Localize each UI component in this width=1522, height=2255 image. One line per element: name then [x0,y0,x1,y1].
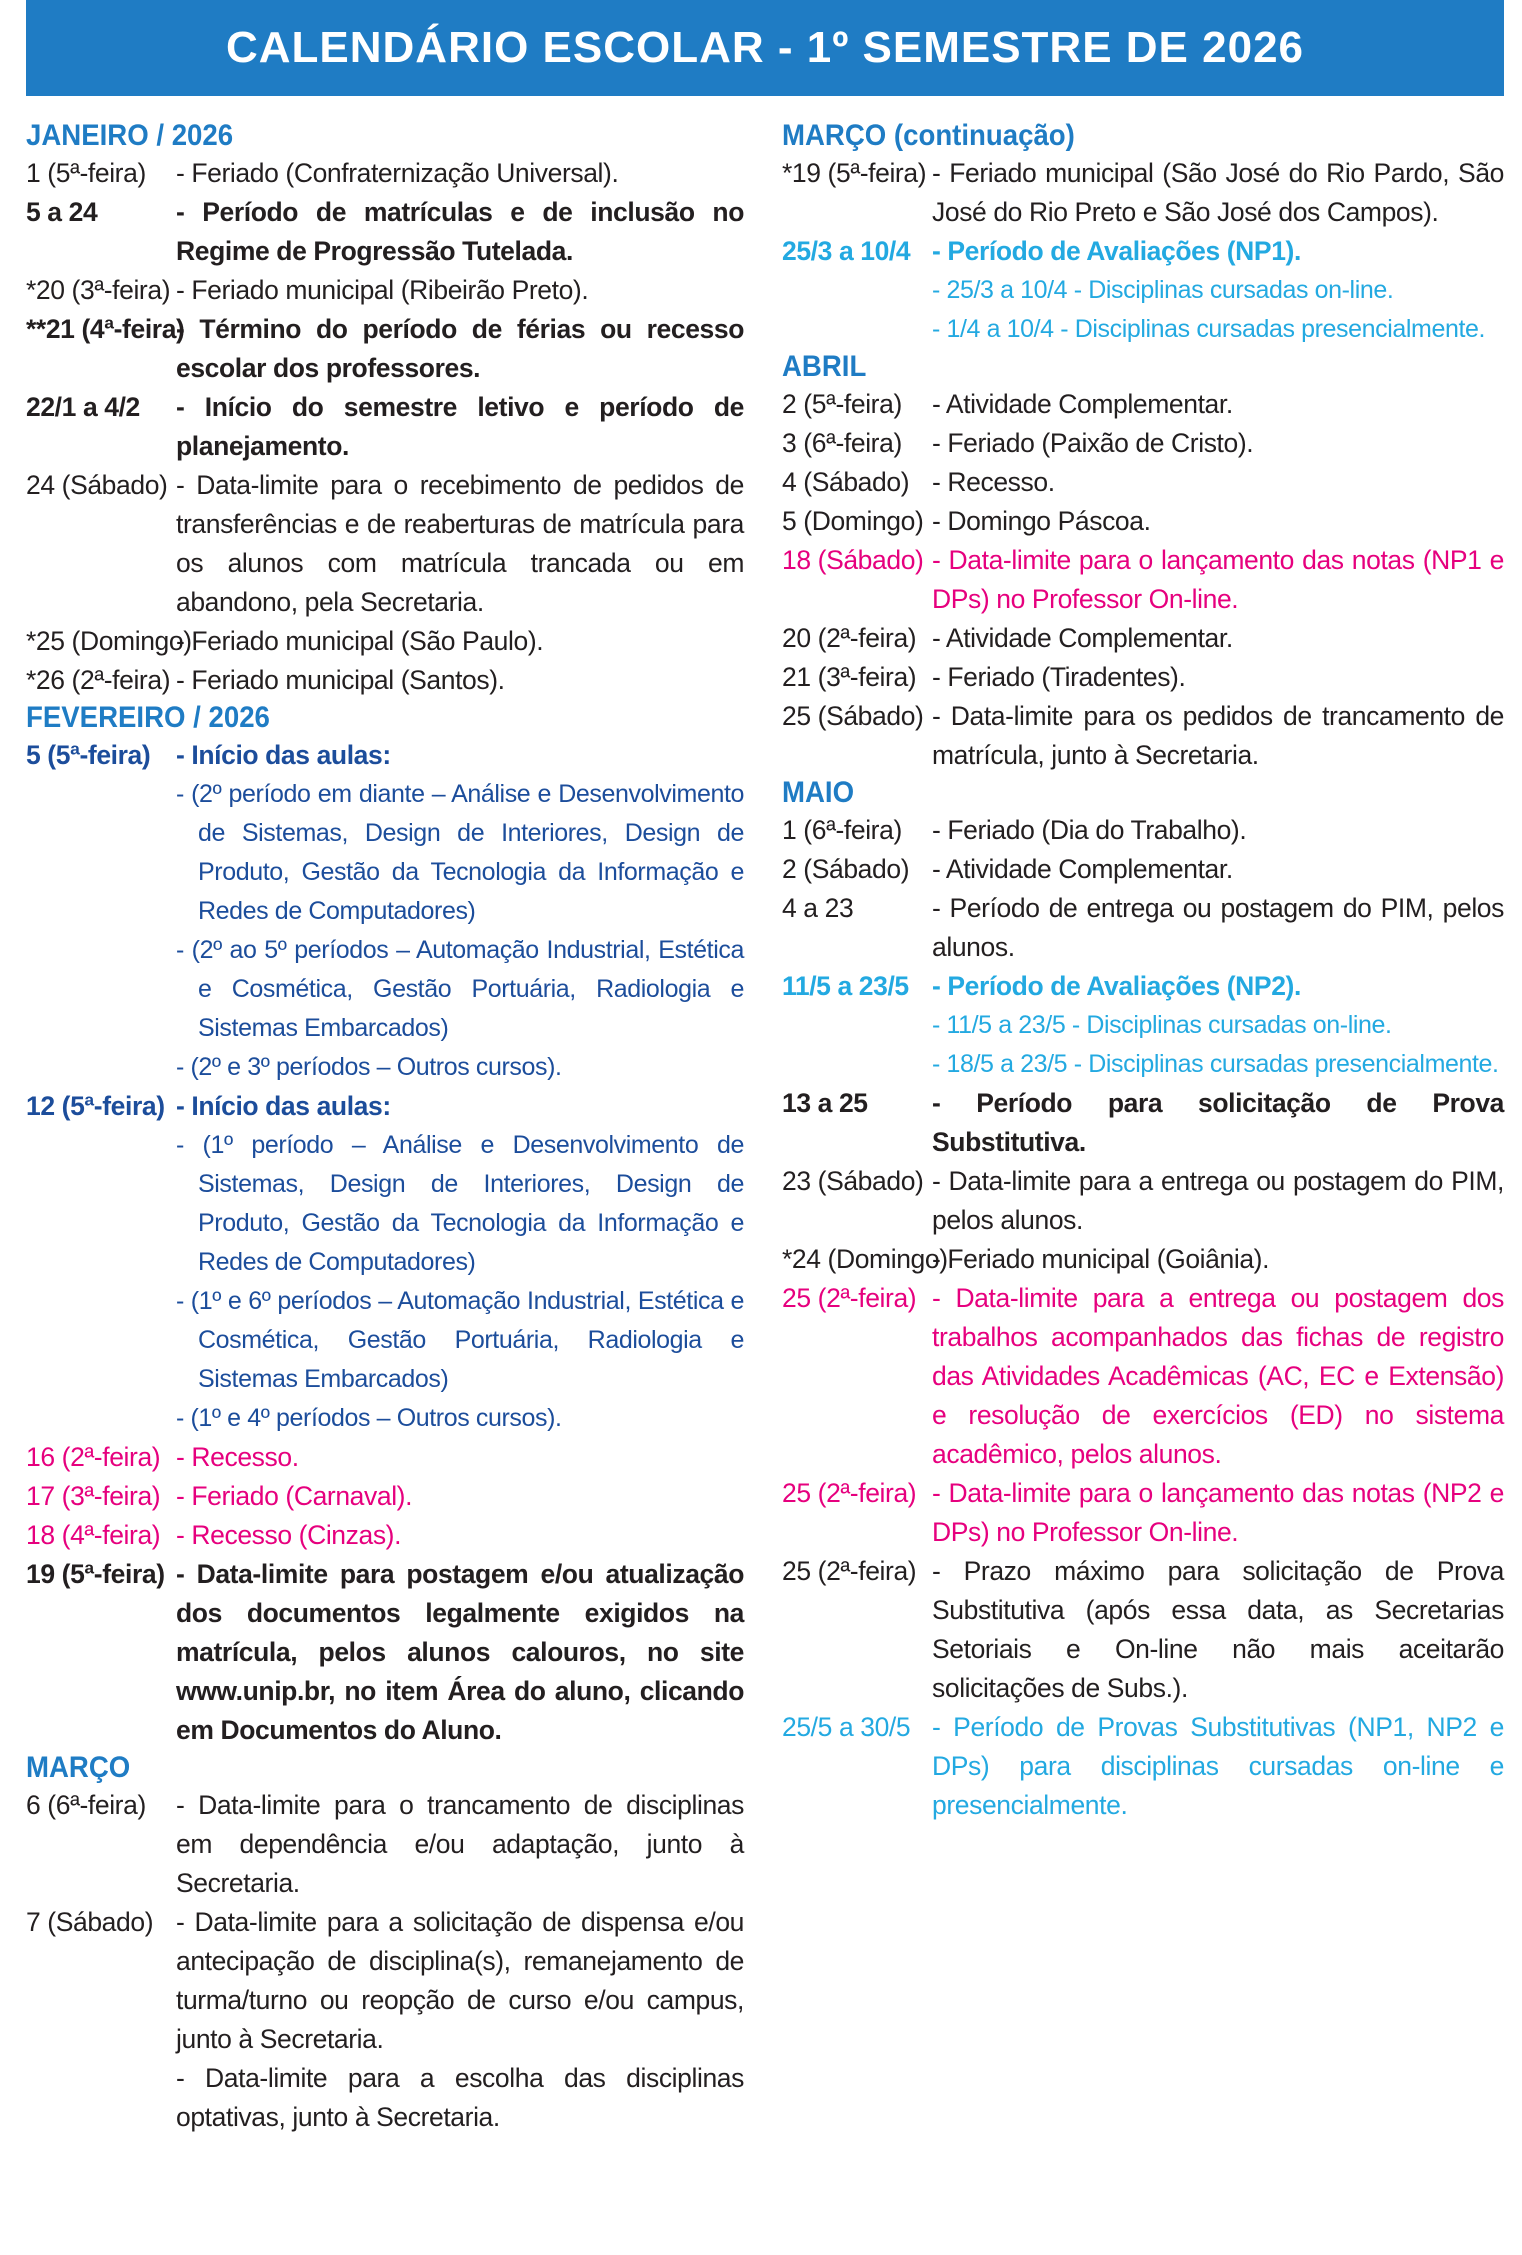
calendar-entry: 5 a 24 - Período de matrículas e de inclusão no Regime de Progressão Tutelada. [26,197,744,266]
calendar-subentry: - (1º e 6º períodos – Automação Industrial, Estética e Cosmética, Gestão Portuária, Radiologia e Sistemas Embarcados) [176,1287,744,1393]
right-column [782,118,1504,1825]
calendar-entry: 2 (5ª-feira) - Atividade Complementar. [782,389,1233,419]
section-janeiro [26,118,744,700]
calendar-subentry: - (2º e 3º períodos – Outros cursos). [176,1053,562,1081]
calendar-entry: 24 (Sábado) - Data-limite para o recebimento de pedidos de transferências e de reaberturas de matrícula para os alunos com matrícula trancada ou em abandono, pela Secretaria. [26,470,744,617]
calendar-entry: 1 (5ª-feira) - Feriado (Confraternização Universal). [26,158,619,188]
calendar-entry: 7 (Sábado) - Data-limite para a solicitação de dispensa e/ou antecipação de disciplina(s), remanejamento de turma/turno ou reopção de curso e/ou campus, junto à Secretaria. [26,1907,744,2054]
calendar-subentry: - (2º ao 5º períodos – Automação Industrial, Estética e Cosmética, Gestão Portuária, Radiologia e Sistemas Embarcados) [176,936,744,1042]
calendar-entry: *26 (2ª-feira) - Feriado municipal (Santos). [26,665,505,695]
section-title: MARÇO [26,1751,131,1784]
calendar-entry: 2 (Sábado) - Atividade Complementar. [782,854,1233,884]
calendar-entry: 25 (2ª-feira) - Data-limite para o lançamento das notas (NP2 e DPs) no Professor On-line. [782,1478,1504,1547]
calendar-entry: 11/5 a 23/5 - Período de Avaliações (NP2). [782,971,1301,1001]
calendar-entry: 4 a 23 - Período de entrega ou postagem do PIM, pelos alunos. [782,893,1504,962]
calendar-entry: 17 (3ª-feira) - Feriado (Carnaval). [26,1481,413,1511]
calendar-subentry: - 1/4 a 10/4 - Disciplinas cursadas presencialmente. [932,315,1486,343]
calendar-entry: *25 (Domingo) - Feriado municipal (São Paulo). [26,626,544,656]
calendar-entry: 5 (5ª-feira) - Início das aulas: [26,740,391,770]
section-title: MARÇO (continuação) [782,119,1075,152]
section-title: MAIO [782,776,855,809]
calendar-entry: 18 (Sábado) - Data-limite para o lançamento das notas (NP1 e DPs) no Professor On-line. [782,545,1504,614]
calendar-entry: 6 (6ª-feira) - Data-limite para o trancamento de disciplinas em dependência e/ou adaptação, junto à Secretaria. [26,1790,744,1898]
calendar-entry: - Data-limite para a escolha das disciplinas optativas, junto à Secretaria. [176,2063,744,2132]
calendar-entry: 25 (2ª-feira) - Data-limite para a entrega ou postagem dos trabalhos acompanhados das fichas de registro das Atividades Acadêmicas (AC, EC e Extensão) e resolução de exercícios (ED) no sistema acadêmico, pelos alunos. [782,1283,1504,1469]
calendar-entry: 18 (4ª-feira) - Recesso (Cinzas). [26,1520,402,1550]
calendar-entry: *19 (5ª-feira) - Feriado municipal (São José do Rio Pardo, São José do Rio Preto e São José dos Campos). [782,158,1504,227]
calendar-entry: 12 (5ª-feira) - Início das aulas: [26,1091,391,1121]
calendar-entry: 3 (6ª-feira) - Feriado (Paixão de Cristo). [782,428,1254,458]
section-title: JANEIRO / 2026 [26,119,234,152]
calendar-entry: 4 (Sábado) - Recesso. [782,467,1055,497]
calendar-subentry: - (1º e 4º períodos – Outros cursos). [176,1404,562,1432]
calendar-entry: 22/1 a 4/2 - Início do semestre letivo e período de planejamento. [26,392,744,461]
calendar-subentry: - 11/5 a 23/5 - Disciplinas cursadas on-line. [932,1011,1392,1039]
calendar-subentry: - (2º período em diante – Análise e Desenvolvimento de Sistemas, Design de Interiores, Design de Produto, Gestão da Tecnologia da Informação e Redes de Computadores) [176,780,744,925]
calendar-entry: 25 (2ª-feira) - Prazo máximo para solicitação de Prova Substitutiva (após essa data, as Secretarias Setoriais e On-line não mais aceitarão solicitações de Subs.). [782,1556,1504,1703]
section-abril [782,349,1504,775]
calendar-entry: 21 (3ª-feira) - Feriado (Tiradentes). [782,662,1186,692]
section-title: FEVEREIRO / 2026 [26,701,270,734]
left-column [26,118,744,2137]
calendar-subentry: - 18/5 a 23/5 - Disciplinas cursadas presencialmente. [932,1050,1499,1078]
calendar-entry: 16 (2ª-feira) - Recesso. [26,1442,299,1472]
section-maio [782,775,1504,1825]
calendar-entry: 1 (6ª-feira) - Feriado (Dia do Trabalho). [782,815,1247,845]
section-fevereiro [26,700,744,1750]
page-header [26,0,1504,96]
section-marco [26,1750,744,2137]
calendar-entry: *24 (Domingo) - Feriado municipal (Goiânia). [782,1244,1270,1274]
page-title: CALENDÁRIO ESCOLAR - 1º SEMESTRE DE 2026 [225,23,1305,72]
calendar-entry: 25/3 a 10/4 - Período de Avaliações (NP1). [782,236,1301,266]
calendar-subentry: - (1º período – Análise e Desenvolvimento de Sistemas, Design de Interiores, Design de Produto, Gestão da Tecnologia da Informação e Redes de Computadores) [176,1131,744,1276]
section-title: ABRIL [782,350,867,383]
calendar-entry: 23 (Sábado) - Data-limite para a entrega ou postagem do PIM, pelos alunos. [782,1166,1504,1235]
calendar-entry: *20 (3ª-feira) - Feriado municipal (Ribeirão Preto). [26,275,589,305]
calendar-entry: 25 (Sábado) - Data-limite para os pedidos de trancamento de matrícula, junto à Secretaria. [782,701,1504,770]
calendar-entry: 5 (Domingo) - Domingo Páscoa. [782,506,1151,536]
calendar-entry: 13 a 25 - Período para solicitação de Prova Substitutiva. [782,1088,1504,1157]
calendar-entry: **21 (4ª-feira) - Término do período de férias ou recesso escolar dos professores. [26,314,744,383]
calendar-entry: 25/5 a 30/5 - Período de Provas Substitutivas (NP1, NP2 e DPs) para disciplinas cursadas on-line e presencialmente. [782,1712,1504,1820]
calendar-entry: 19 (5ª-feira) - Data-limite para postagem e/ou atualização dos documentos legalmente exigidos na matrícula, pelos alunos calouros, no site www.unip.br, no item Área do aluno, clicando em Documentos do Aluno. [26,1559,744,1745]
calendar-subentry: - 25/3 a 10/4 - Disciplinas cursadas on-line. [932,276,1394,304]
section-marco-continuacao [782,118,1504,349]
calendar-entry: 20 (2ª-feira) - Atividade Complementar. [782,623,1233,653]
